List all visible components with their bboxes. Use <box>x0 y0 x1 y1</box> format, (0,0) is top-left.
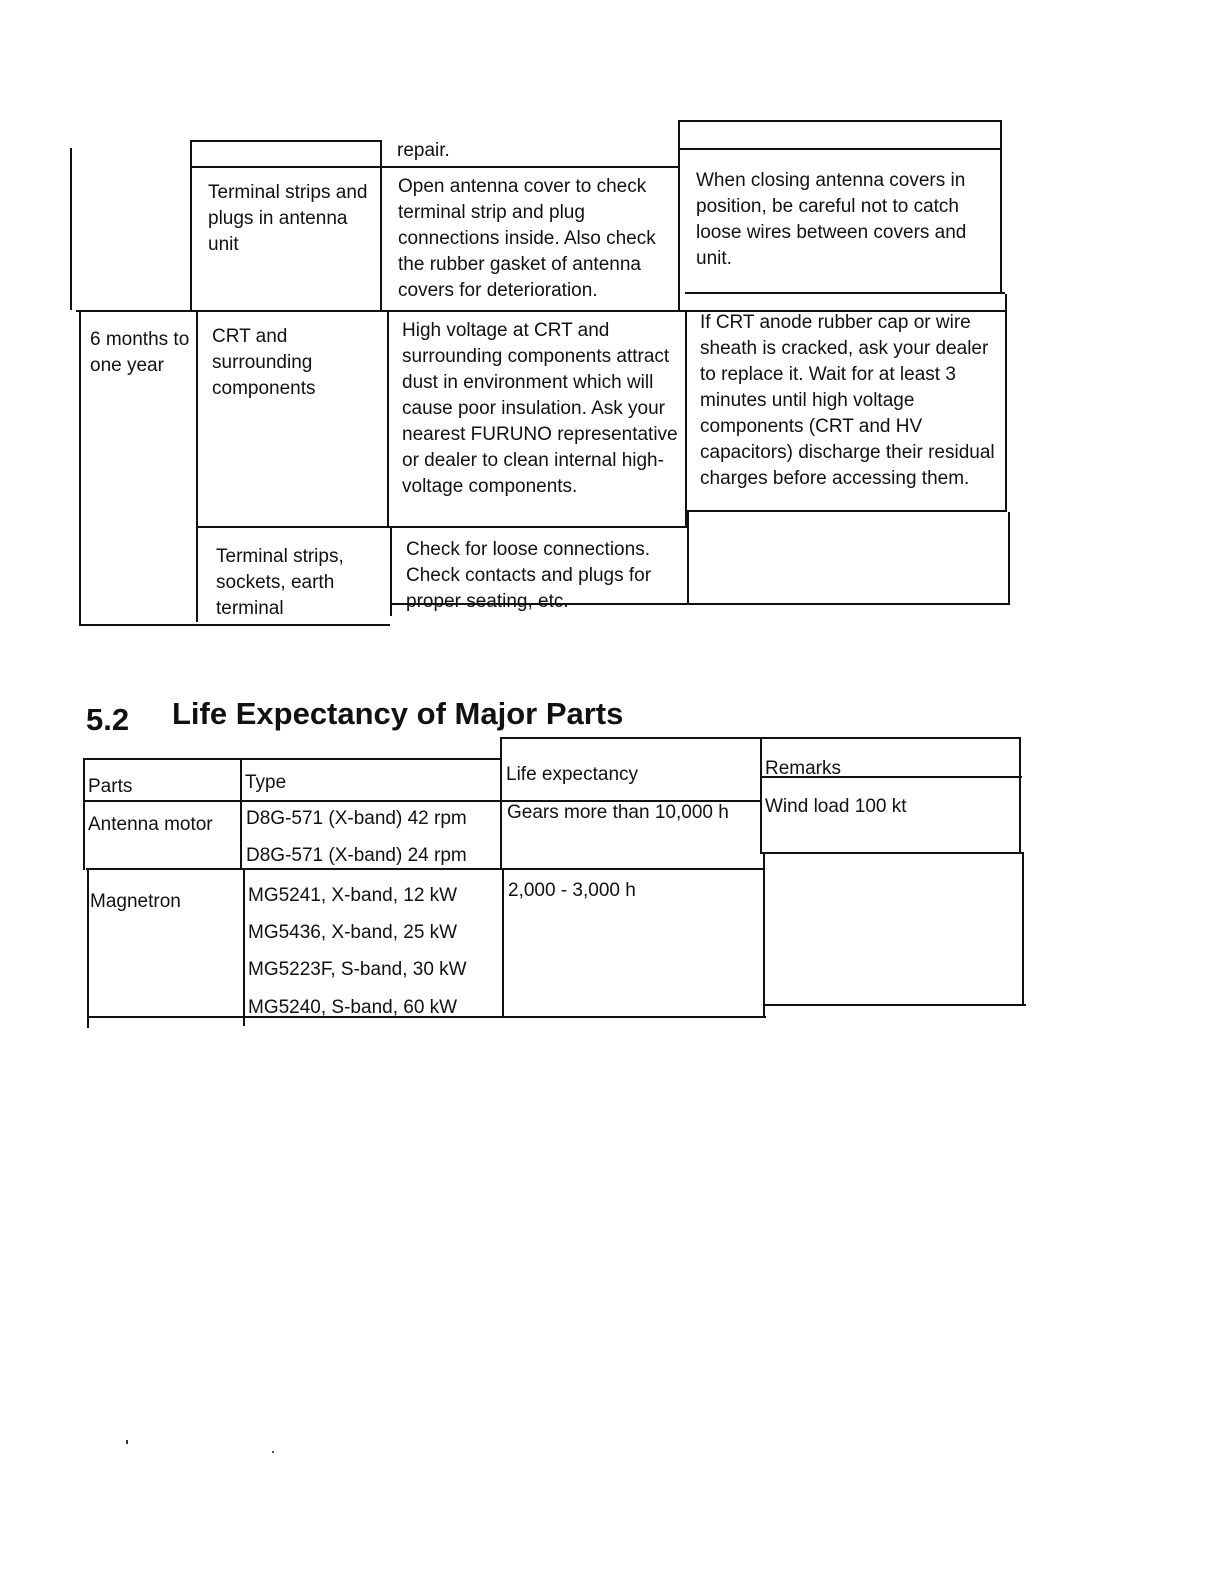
remarks-antenna-motor: Wind load 100 kt <box>765 796 907 817</box>
rule <box>86 868 764 870</box>
rule <box>1008 512 1010 605</box>
rule <box>80 624 390 626</box>
rule <box>687 510 1007 512</box>
rule <box>502 868 504 1018</box>
part-antenna-motor: Antenna motor <box>88 814 213 835</box>
type-magnetron-4: MG5240, S-band, 60 kW <box>248 997 458 1018</box>
rule <box>500 737 502 870</box>
rule <box>390 528 392 616</box>
rule <box>196 312 198 622</box>
scan-speck <box>126 1440 128 1444</box>
rule <box>760 737 762 854</box>
rule <box>1022 852 1024 1006</box>
rule <box>380 140 382 310</box>
rule <box>764 1004 1026 1006</box>
section-title: Life Expectancy of Major Parts <box>172 696 624 731</box>
header-type: Type <box>245 772 287 793</box>
rule <box>387 312 389 526</box>
rule <box>763 852 765 1018</box>
rule <box>190 140 380 142</box>
life-magnetron: 2,000 - 3,000 h <box>508 880 636 901</box>
type-magnetron-3: MG5223F, S-band, 30 kW <box>248 959 467 980</box>
rule <box>240 758 242 870</box>
rule <box>243 868 245 1026</box>
header-life-expectancy: Life expectancy <box>506 764 639 785</box>
procedure-crt: High voltage at CRT and surrounding components attract dust in environment which will cause poor insulation. Ask your nearest FURUNO representative or dealer to clean internal high-voltage components. <box>402 320 678 497</box>
section-number: 5.2 <box>86 702 130 737</box>
header-remarks: Remarks <box>765 758 842 779</box>
rule <box>84 758 502 760</box>
rule <box>687 512 689 605</box>
item-terminal-sockets: Terminal strips, sockets, earth terminal <box>216 546 344 619</box>
rule <box>680 120 1002 122</box>
rule <box>680 148 1002 150</box>
type-magnetron-2: MG5436, X-band, 25 kW <box>248 922 458 943</box>
header-parts: Parts <box>88 776 133 797</box>
rule <box>762 852 1024 854</box>
scan-speck <box>272 1451 274 1453</box>
procedure-terminal-antenna: Open antenna cover to check terminal strip and plug connections inside. Also check the rubber gasket of antenna covers for deterioration. <box>398 176 656 301</box>
item-crt: CRT and surrounding components <box>212 326 316 399</box>
rule <box>190 140 192 310</box>
type-antenna-motor-42: D8G-571 (X-band) 42 rpm <box>246 808 467 829</box>
rule <box>190 166 680 168</box>
rule <box>1000 120 1002 294</box>
type-magnetron-1: MG5241, X-band, 12 kW <box>248 885 458 906</box>
part-magnetron: Magnetron <box>90 891 181 912</box>
remarks-crt: If CRT anode rubber cap or wire sheath is cracked, ask your dealer to replace it. Wait for at least 3 minutes until high voltage components (CRT and HV capacitors) discharge their residual charges before accessing them. <box>700 312 995 489</box>
rule <box>83 758 85 870</box>
item-terminal-antenna: Terminal strips and plugs in antenna unit <box>208 182 368 255</box>
rule <box>87 868 89 1028</box>
life-antenna-motor: Gears more than 10,000 h <box>507 802 729 823</box>
rule <box>197 526 687 528</box>
rule <box>79 312 81 626</box>
remarks-terminal-antenna: When closing antenna covers in position, be careful not to catch loose wires between covers and unit. <box>696 170 967 269</box>
rule <box>1019 737 1021 854</box>
rule <box>685 292 1005 294</box>
procedure-terminal-sockets: Check for loose connections. Check contacts and plugs for proper seating, etc. <box>406 539 652 612</box>
type-antenna-motor-24: D8G-571 (X-band) 24 rpm <box>246 845 467 866</box>
interval-6-months: 6 months to one year <box>90 329 190 376</box>
procedure-continued: repair. <box>397 140 450 161</box>
rule <box>70 148 72 310</box>
